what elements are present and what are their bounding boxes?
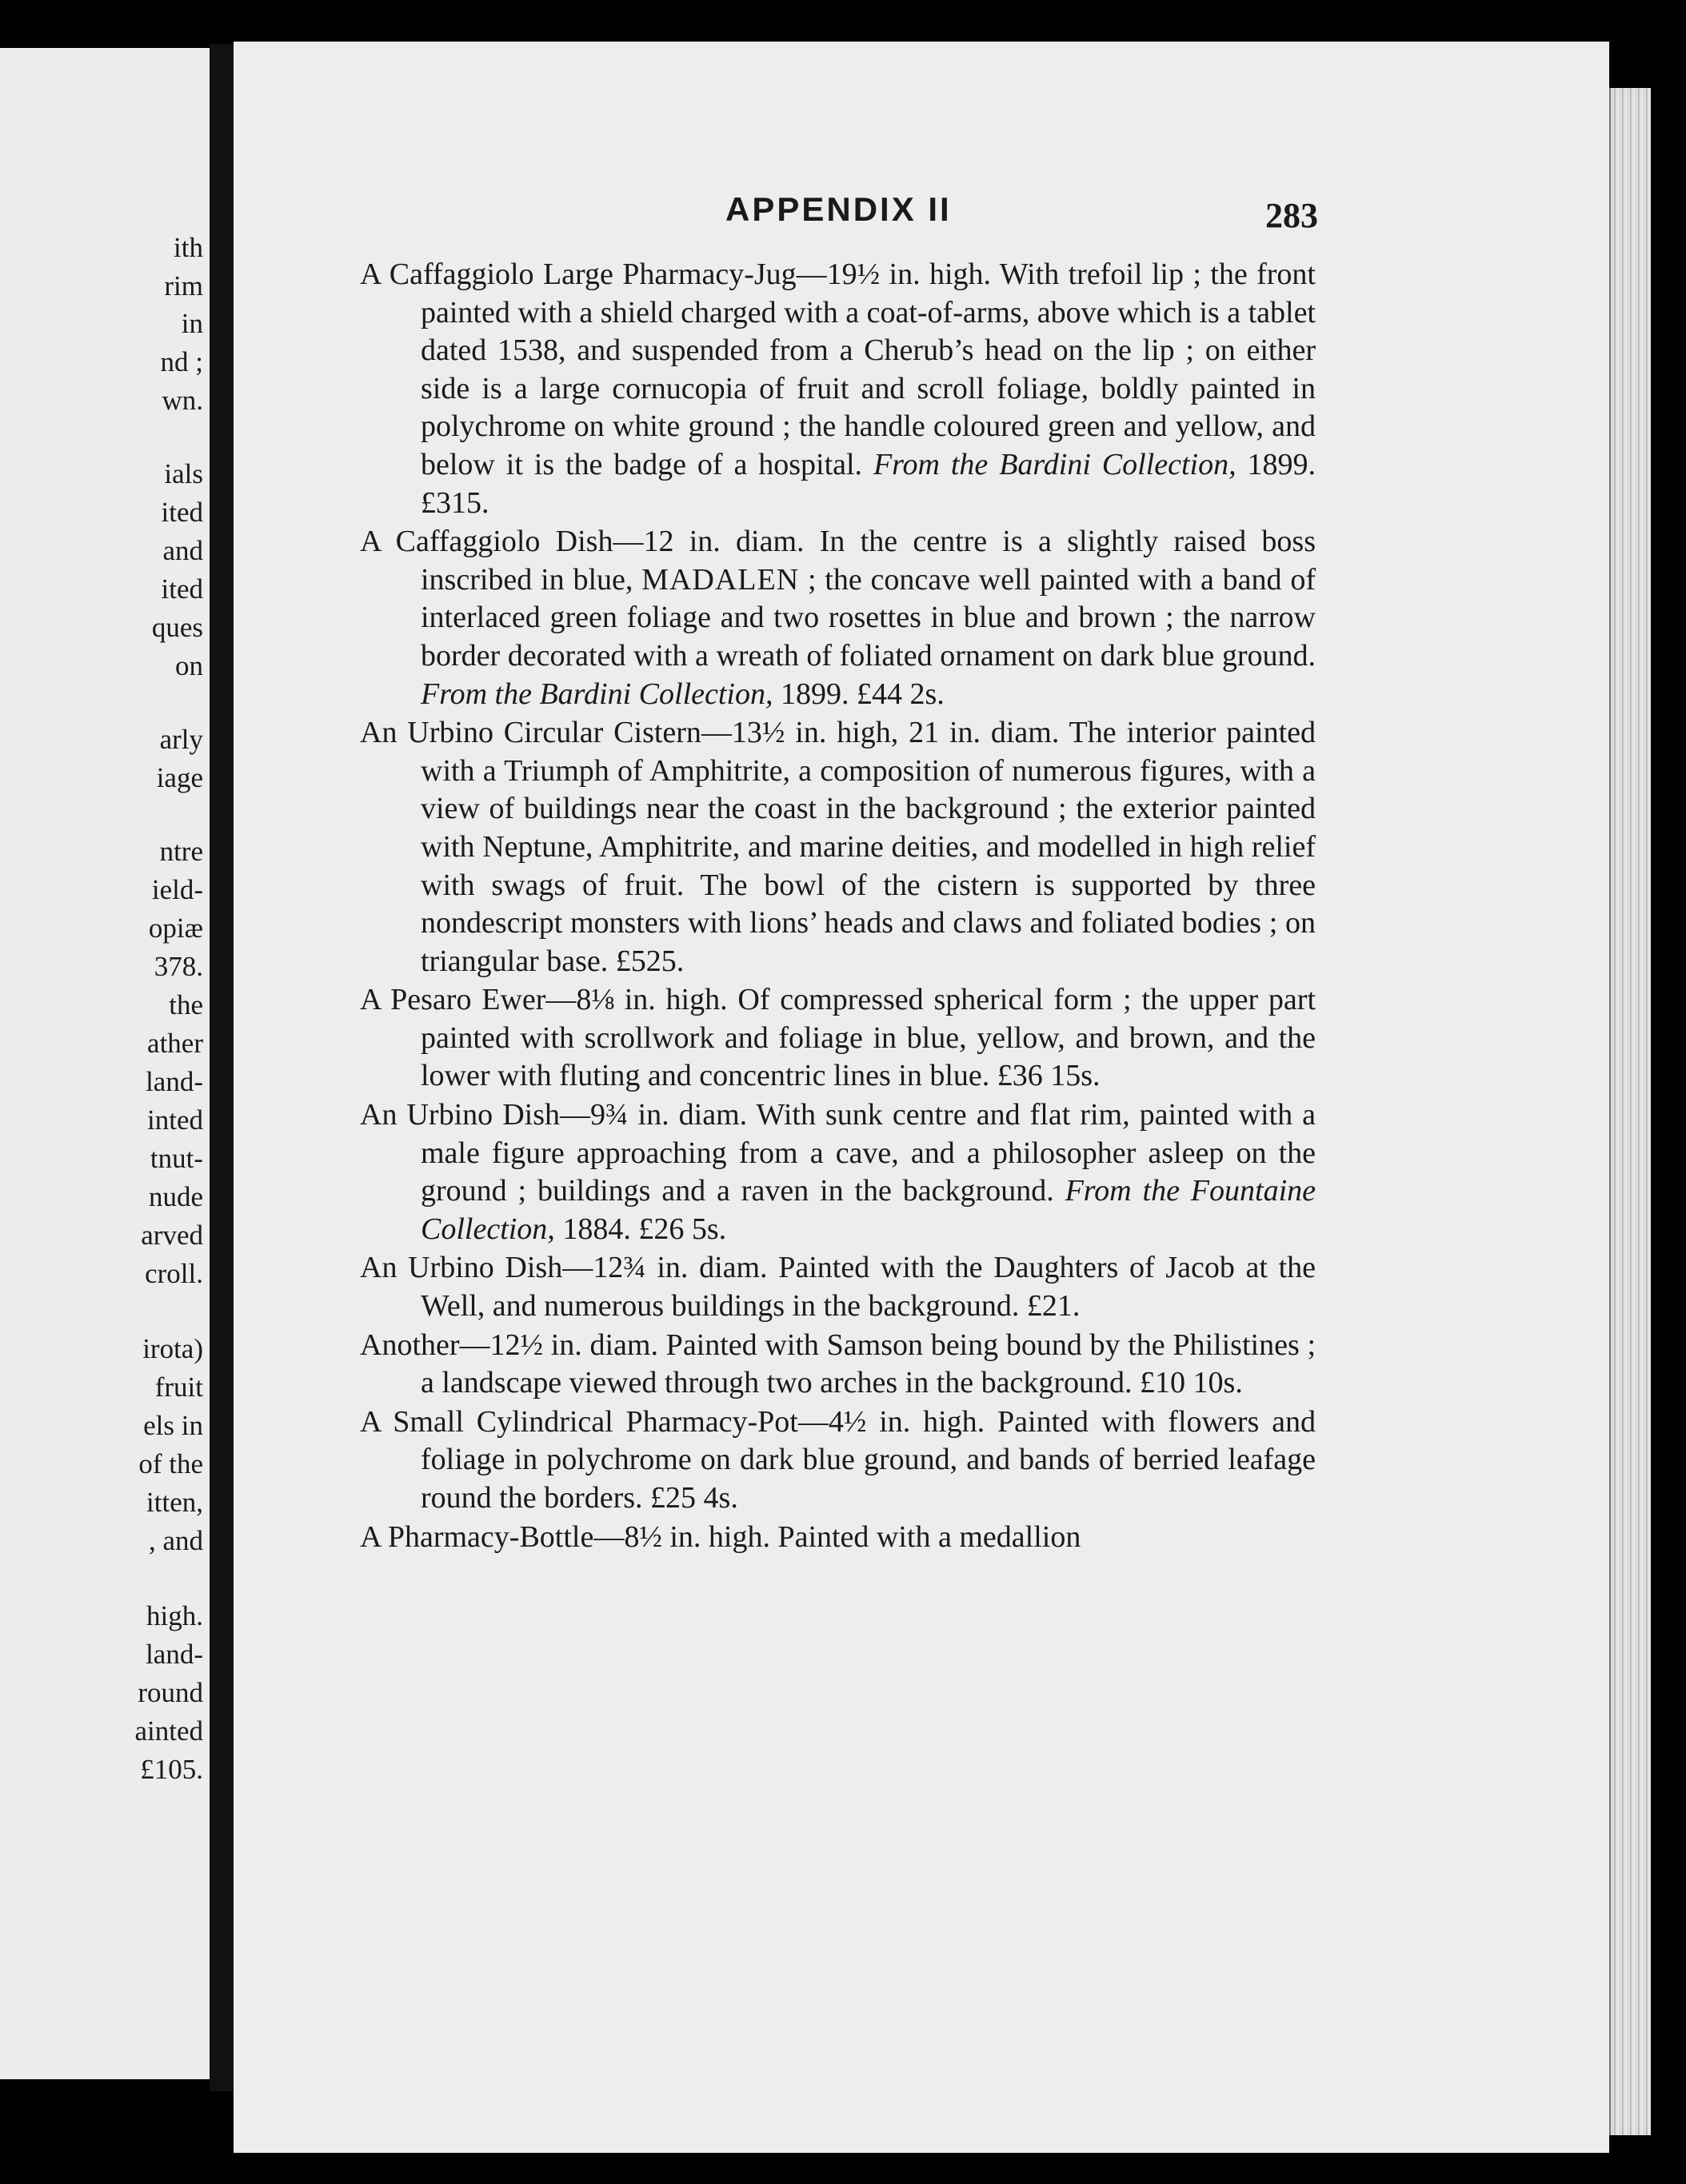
facing-page-text-fragment: fruit	[154, 1371, 203, 1403]
entry-source: From the Bardini Collection,	[421, 677, 773, 711]
entry-price: 1884. £26 5s.	[562, 1212, 727, 1246]
facing-page-text-fragment: ited	[161, 573, 203, 605]
entry-text: A Caffaggiolo Dish—12 in. diam. In the centre is a slightly raised boss inscribed in blue,	[360, 525, 1316, 597]
facing-page-text-fragment: and	[162, 535, 203, 566]
book-page	[234, 42, 1609, 2153]
catalogue-entries	[360, 256, 1316, 1557]
running-head: APPENDIX II	[725, 190, 952, 228]
facing-page-text-fragment: wn.	[162, 385, 203, 416]
facing-page-text-fragment: ntre	[159, 836, 203, 867]
entry-price: 1899. £44 2s.	[780, 677, 945, 711]
catalogue-entry	[360, 1327, 1316, 1403]
facing-page-text-fragment: the	[169, 989, 203, 1020]
facing-page-text-fragment: £105.	[140, 1754, 203, 1785]
facing-page-text-fragment: ials	[164, 458, 203, 489]
catalogue-entry	[360, 1096, 1316, 1248]
entry-text: A Pesaro Ewer—8⅛ in. high. Of compressed spherical form ; the upper part painted with scrollwork and foliage in blue, yellow, and brown, and the lower with fluting and concentric lines in blue. £36 15s.	[360, 983, 1316, 1093]
catalogue-entry	[360, 1403, 1316, 1518]
book-gutter	[210, 44, 237, 2091]
facing-page-text-fragment: iage	[156, 762, 203, 793]
page-header	[234, 190, 1609, 238]
catalogue-entry	[360, 1249, 1316, 1325]
entry-text: An Urbino Circular Cistern—13½ in. high, 21 in. diam. The interior painted with a Triumph of Amphitrite, a composition of numerous figures, with a view of buildings near the coast in the background ; the exterior painted with Neptune, Amphitrite, and marine deities, and modelled in high relief with swags of fruit. The bowl of the cistern is supported by three nondescript monsters with lions’ heads and claws and foliated bodies ; on triangular base. £525.	[360, 716, 1316, 978]
facing-page-text-fragment: high.	[146, 1600, 203, 1631]
facing-page-text-fragment: on	[175, 650, 203, 681]
facing-page-text-fragment: ield-	[151, 874, 203, 905]
facing-page-text-fragment: ith	[174, 232, 203, 263]
facing-page-text-fragment: ather	[147, 1028, 203, 1059]
page-number: 283	[1265, 196, 1318, 235]
facing-page-text-fragment: irota)	[142, 1333, 203, 1364]
catalogue-entry	[360, 1519, 1316, 1557]
page-stack-edge	[1609, 88, 1651, 2135]
facing-page-text-fragment: , and	[148, 1525, 203, 1556]
facing-page-text-fragment: nd ;	[160, 346, 203, 377]
facing-page-text-fragment: tnut-	[150, 1143, 203, 1174]
catalogue-entry	[360, 714, 1316, 980]
facing-page-text-fragment: arved	[141, 1220, 203, 1251]
entry-text: An Urbino Dish—9¾ in. diam. With sunk centre and flat rim, painted with a male figure approaching from a cave, and a philosopher asleep on the ground ; buildings and a raven in the background.	[360, 1098, 1316, 1208]
entry-text: Another—12½ in. diam. Painted with Samson being bound by the Philistines ; a landscape viewed through two arches in the background. £10 10s.	[360, 1328, 1316, 1400]
entry-text: An Urbino Dish—12¾ in. diam. Painted with the Daughters of Jacob at the Well, and numerous buildings in the background. £21.	[360, 1251, 1316, 1324]
facing-page-text-fragment: of the	[138, 1448, 203, 1479]
facing-page-text-fragment: itten,	[146, 1487, 203, 1518]
facing-page-text-fragment: round	[138, 1677, 203, 1708]
entry-text: ; the concave well painted with a band of interlaced green foliage and two rosettes in blue and brown ; the narrow border decorated with a wreath of foliated ornament on dark blue ground.	[421, 562, 1316, 673]
facing-page-text-fragment: els in	[143, 1410, 203, 1441]
entry-source: From the Bardini Collection,	[873, 447, 1237, 481]
facing-page-text-fragment: 378.	[154, 951, 203, 982]
catalogue-entry	[360, 981, 1316, 1096]
facing-page-text-fragment: ited	[161, 497, 203, 528]
facing-page-text-fragment: land-	[146, 1639, 203, 1670]
catalogue-entry	[360, 256, 1316, 522]
facing-page-text-fragment: inted	[147, 1104, 203, 1136]
entry-text: A Pharmacy-Bottle—8½ in. high. Painted with a medallion	[360, 1519, 1081, 1554]
facing-page-text-fragment: ainted	[134, 1715, 203, 1747]
facing-page-text-fragment: arly	[159, 724, 203, 755]
entry-text: A Small Cylindrical Pharmacy-Pot—4½ in. high. Painted with flowers and foliage in polychrome on dark blue ground, and bands of berried leafage round the borders. £25 4s.	[360, 1404, 1316, 1515]
catalogue-entry	[360, 523, 1316, 713]
entry-inscription: MADALEN	[641, 562, 800, 597]
entry-price: 1899. £315.	[421, 447, 1316, 520]
facing-page-text-fragment: land-	[146, 1066, 203, 1097]
facing-page-text-fragment: in	[181, 308, 203, 339]
facing-page-text-fragment: rim	[164, 270, 203, 301]
facing-page-text-fragment: croll.	[145, 1258, 203, 1289]
facing-page-edge	[0, 48, 219, 2079]
entry-source: From the Fountaine Collection,	[421, 1174, 1316, 1246]
facing-page-text-fragment: opiæ	[148, 912, 203, 944]
facing-page-text-fragment: ques	[151, 612, 203, 643]
entry-text: A Caffaggiolo Large Pharmacy-Jug—19½ in. high. With trefoil lip ; the front painted with a shield charged with a coat-of-arms, above which is a tablet dated 1538, and suspended from a Cherub’s head on the lip ; on either side is a large cornucopia of fruit and scroll foliage, boldly painted in polychrome on white ground ; the handle coloured green and yellow, and below it is the badge of a hospital.	[360, 258, 1316, 481]
facing-page-text-fragment: nude	[148, 1181, 203, 1212]
